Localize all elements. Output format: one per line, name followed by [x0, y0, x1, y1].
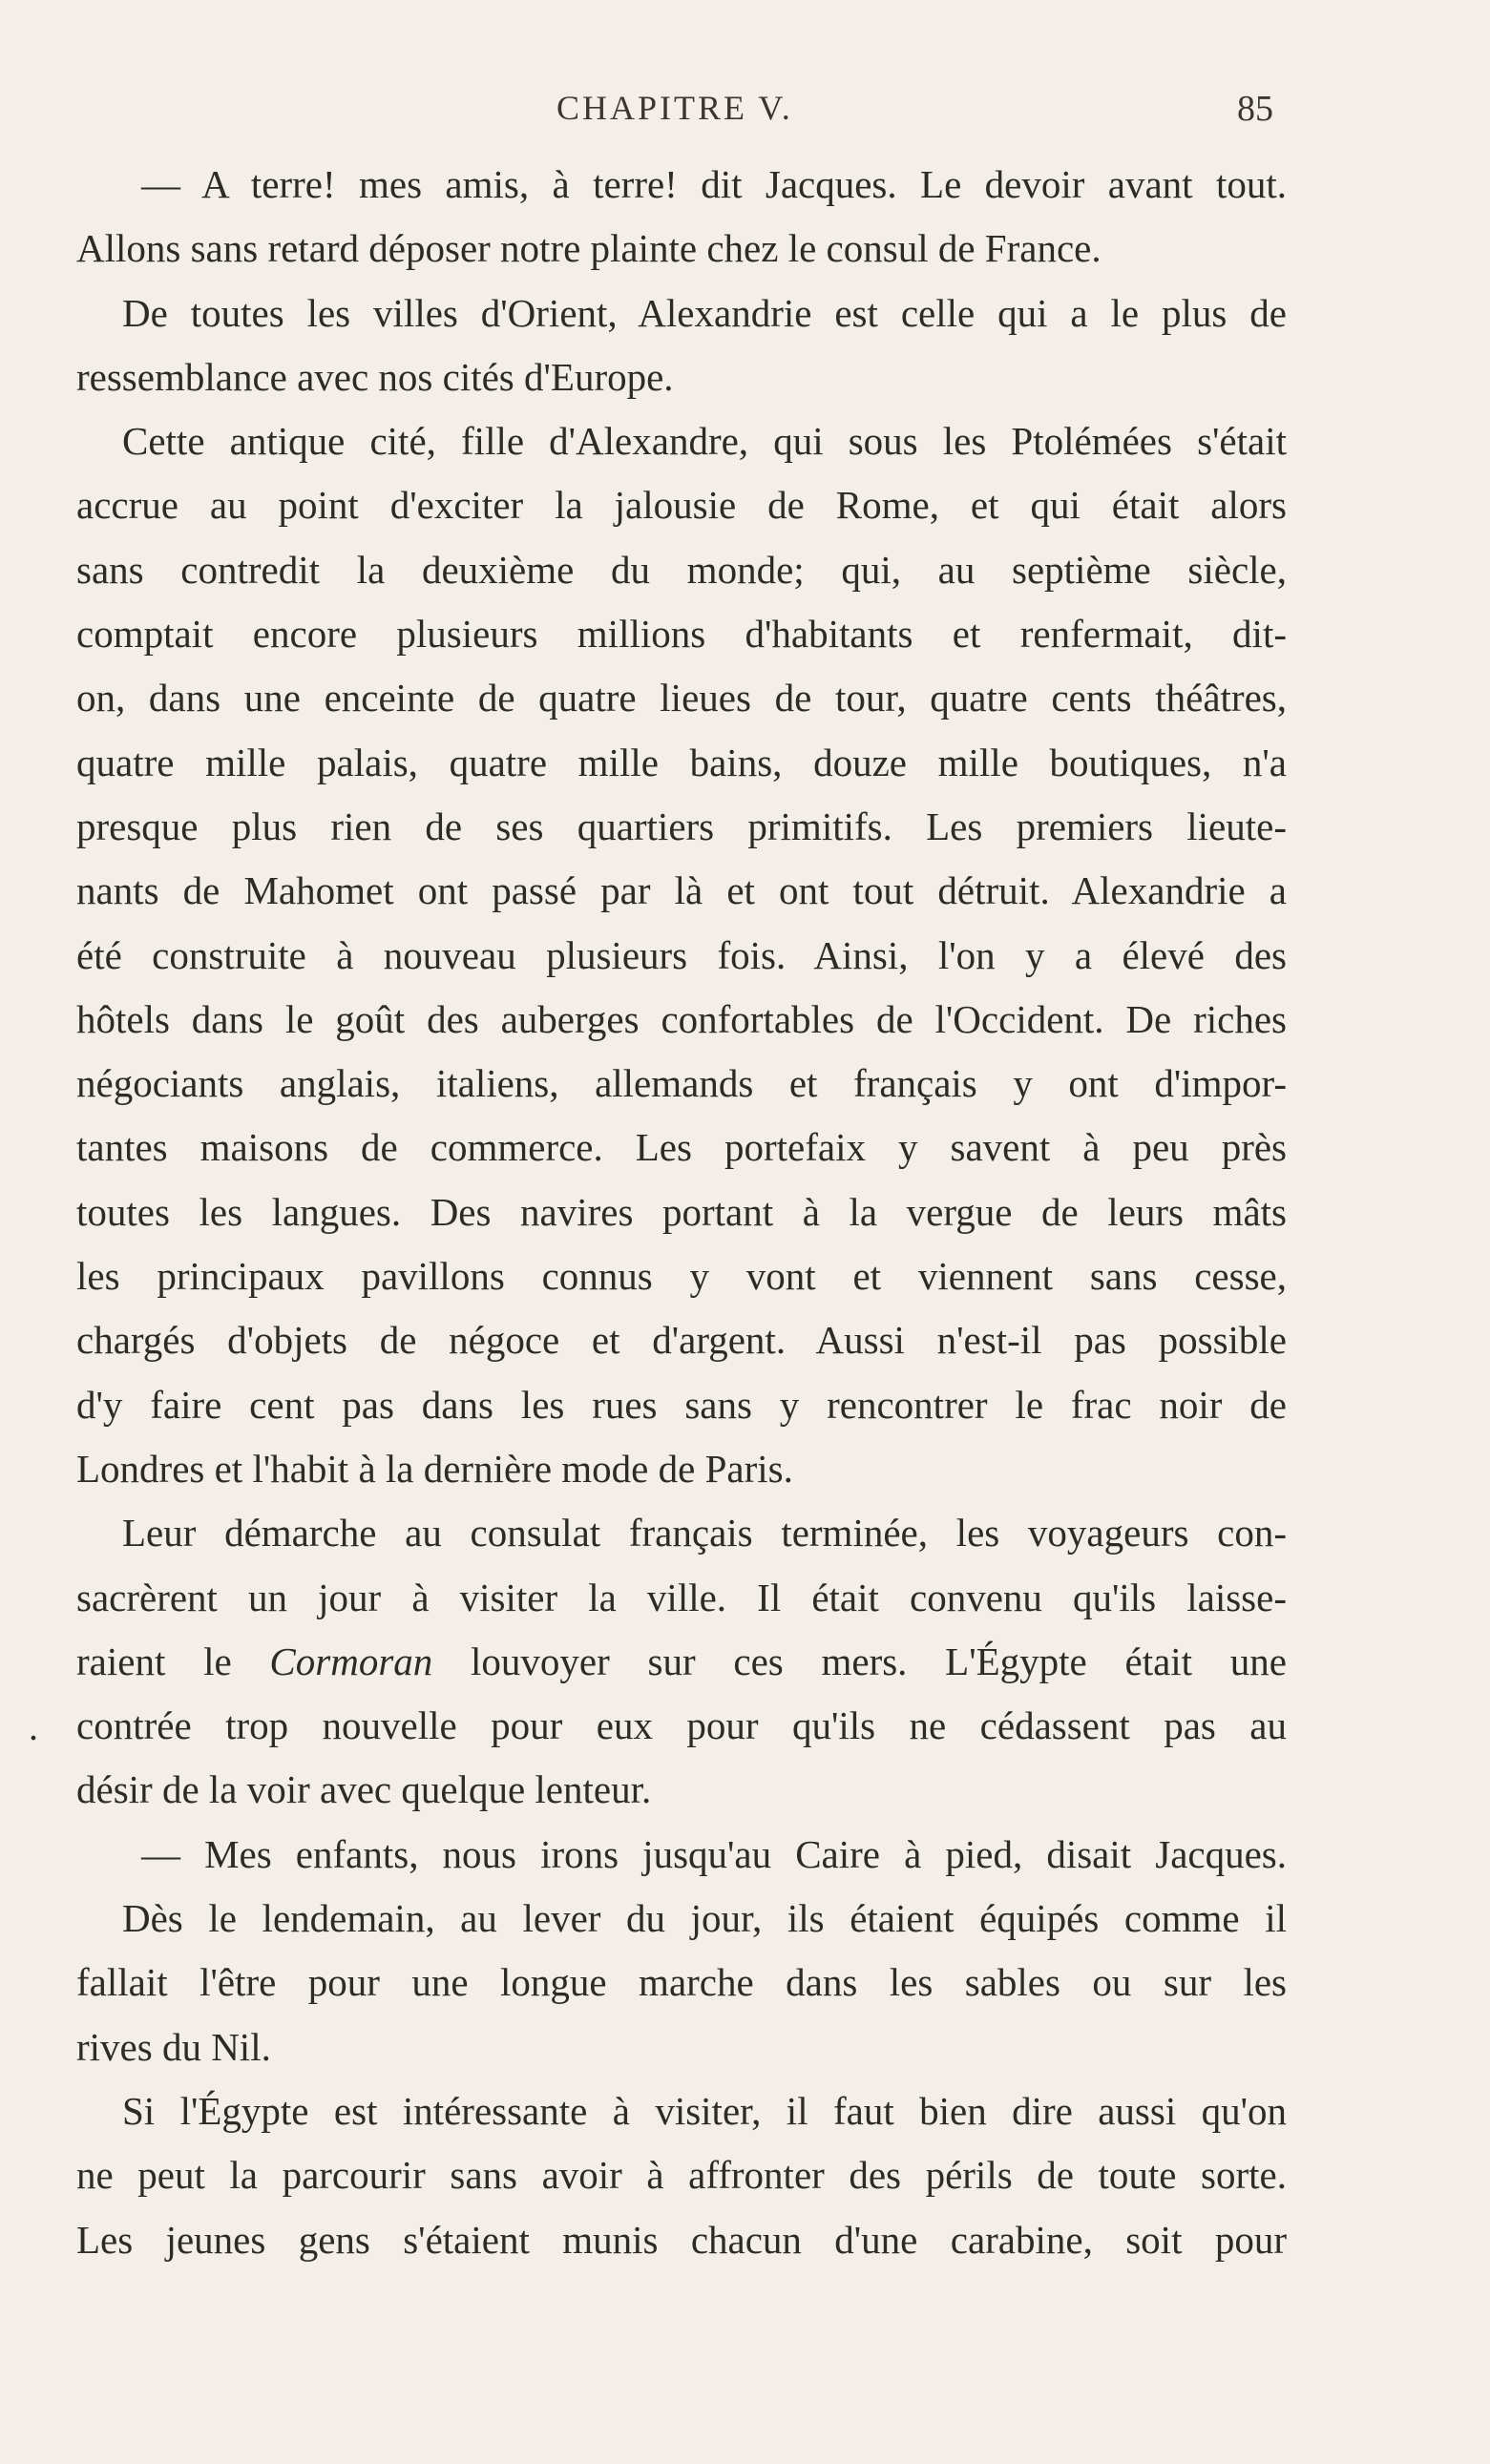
text-line: presque plus rien de ses quartiers primitifs. Les premiers lieute- — [76, 804, 1287, 848]
text-line: on, dans une enceinte de quatre lieues de tour, quatre cents théâtres, — [76, 676, 1287, 720]
body-text — [76, 153, 1287, 2272]
text-line: Allons sans retard déposer notre plainte chez le consul de France. — [76, 226, 1102, 271]
text-line: fallait l'être pour une longue marche dans les sables ou sur les — [76, 1960, 1287, 2005]
text-line: rives du Nil. — [76, 2024, 271, 2069]
text-line: — A terre! mes amis, à terre! dit Jacques. Le devoir avant tout. — [141, 162, 1287, 206]
text-line: désir de la voir avec quelque lenteur. — [76, 1767, 652, 1812]
text-line: Dès le lendemain, au lever du jour, ils étaient équipés comme il — [122, 1896, 1287, 1941]
text-line: tantes maisons de commerce. Les portefaix y savent à peu près — [76, 1125, 1287, 1170]
ship-name: Cormoran — [269, 1639, 433, 1683]
text-line: — Mes enfants, nous irons jusqu'au Caire à pied, disait Jacques. — [141, 1831, 1287, 1876]
text-line: toutes les langues. Des navires portant à la vergue de leurs mâts — [76, 1189, 1287, 1234]
running-head — [0, 88, 1490, 136]
text-line: quatre mille palais, quatre mille bains, douze mille boutiques, n'a — [76, 740, 1287, 784]
text-line: négociants anglais, italiens, allemands et français y ont d'impor- — [76, 1061, 1287, 1106]
text-line: Les jeunes gens s'étaient munis chacun d'une carabine, soit pour — [76, 2217, 1287, 2262]
text-line: De toutes les villes d'Orient, Alexandrie est celle qui a le plus de — [122, 290, 1287, 335]
text-line: accrue au point d'exciter la jalousie de Rome, et qui était alors — [76, 483, 1287, 528]
text-line: ressemblance avec nos cités d'Europe. — [76, 354, 674, 399]
text-line: nants de Mahomet ont passé par là et ont tout détruit. Alexandrie a — [76, 868, 1287, 913]
text-line — [76, 1630, 1287, 1694]
text-line: été construite à nouveau plusieurs fois. Ainsi, l'on y a élevé des — [76, 932, 1287, 977]
text-line: Cette antique cité, fille d'Alexandre, qui sous les Ptolémées s'était — [122, 419, 1287, 464]
text-segment: raient le — [76, 1639, 270, 1683]
text-segment: louvoyer sur ces mers. L'Égypte était une — [432, 1639, 1288, 1683]
page-number: 85 — [1237, 89, 1273, 129]
text-line: sacrèrent un jour à visiter la ville. Il était convenu qu'ils laisse- — [76, 1575, 1287, 1619]
text-line: Si l'Égypte est intéressante à visiter, il faut bien dire aussi qu'on — [122, 2088, 1287, 2133]
text-line: Leur démarche au consulat français terminée, les voyageurs con- — [122, 1511, 1287, 1556]
text-line: hôtels dans le goût des auberges confortables de l'Occident. De riches — [76, 996, 1287, 1041]
margin-mark: . — [29, 1705, 38, 1748]
text-line: sans contredit la deuxième du monde; qui, au septième siècle, — [76, 547, 1287, 592]
text-line: ne peut la parcourir sans avoir à affronter des périls de toute sorte. — [76, 2153, 1287, 2198]
text-line: d'y faire cent pas dans les rues sans y rencontrer le frac noir de — [76, 1382, 1287, 1427]
text-line: les principaux pavillons connus y vont et viennent sans cesse, — [76, 1254, 1287, 1299]
text-line: Londres et l'habit à la dernière mode de Paris. — [76, 1446, 793, 1491]
text-line: contrée trop nouvelle pour eux pour qu'ils ne cédassent pas au — [76, 1703, 1287, 1748]
text-line: chargés d'objets de négoce et d'argent. Aussi n'est-il pas possible — [76, 1318, 1287, 1363]
text-line: comptait encore plusieurs millions d'habitants et renfermait, dit- — [76, 612, 1287, 657]
chapter-title: CHAPITRE V. — [556, 89, 793, 127]
